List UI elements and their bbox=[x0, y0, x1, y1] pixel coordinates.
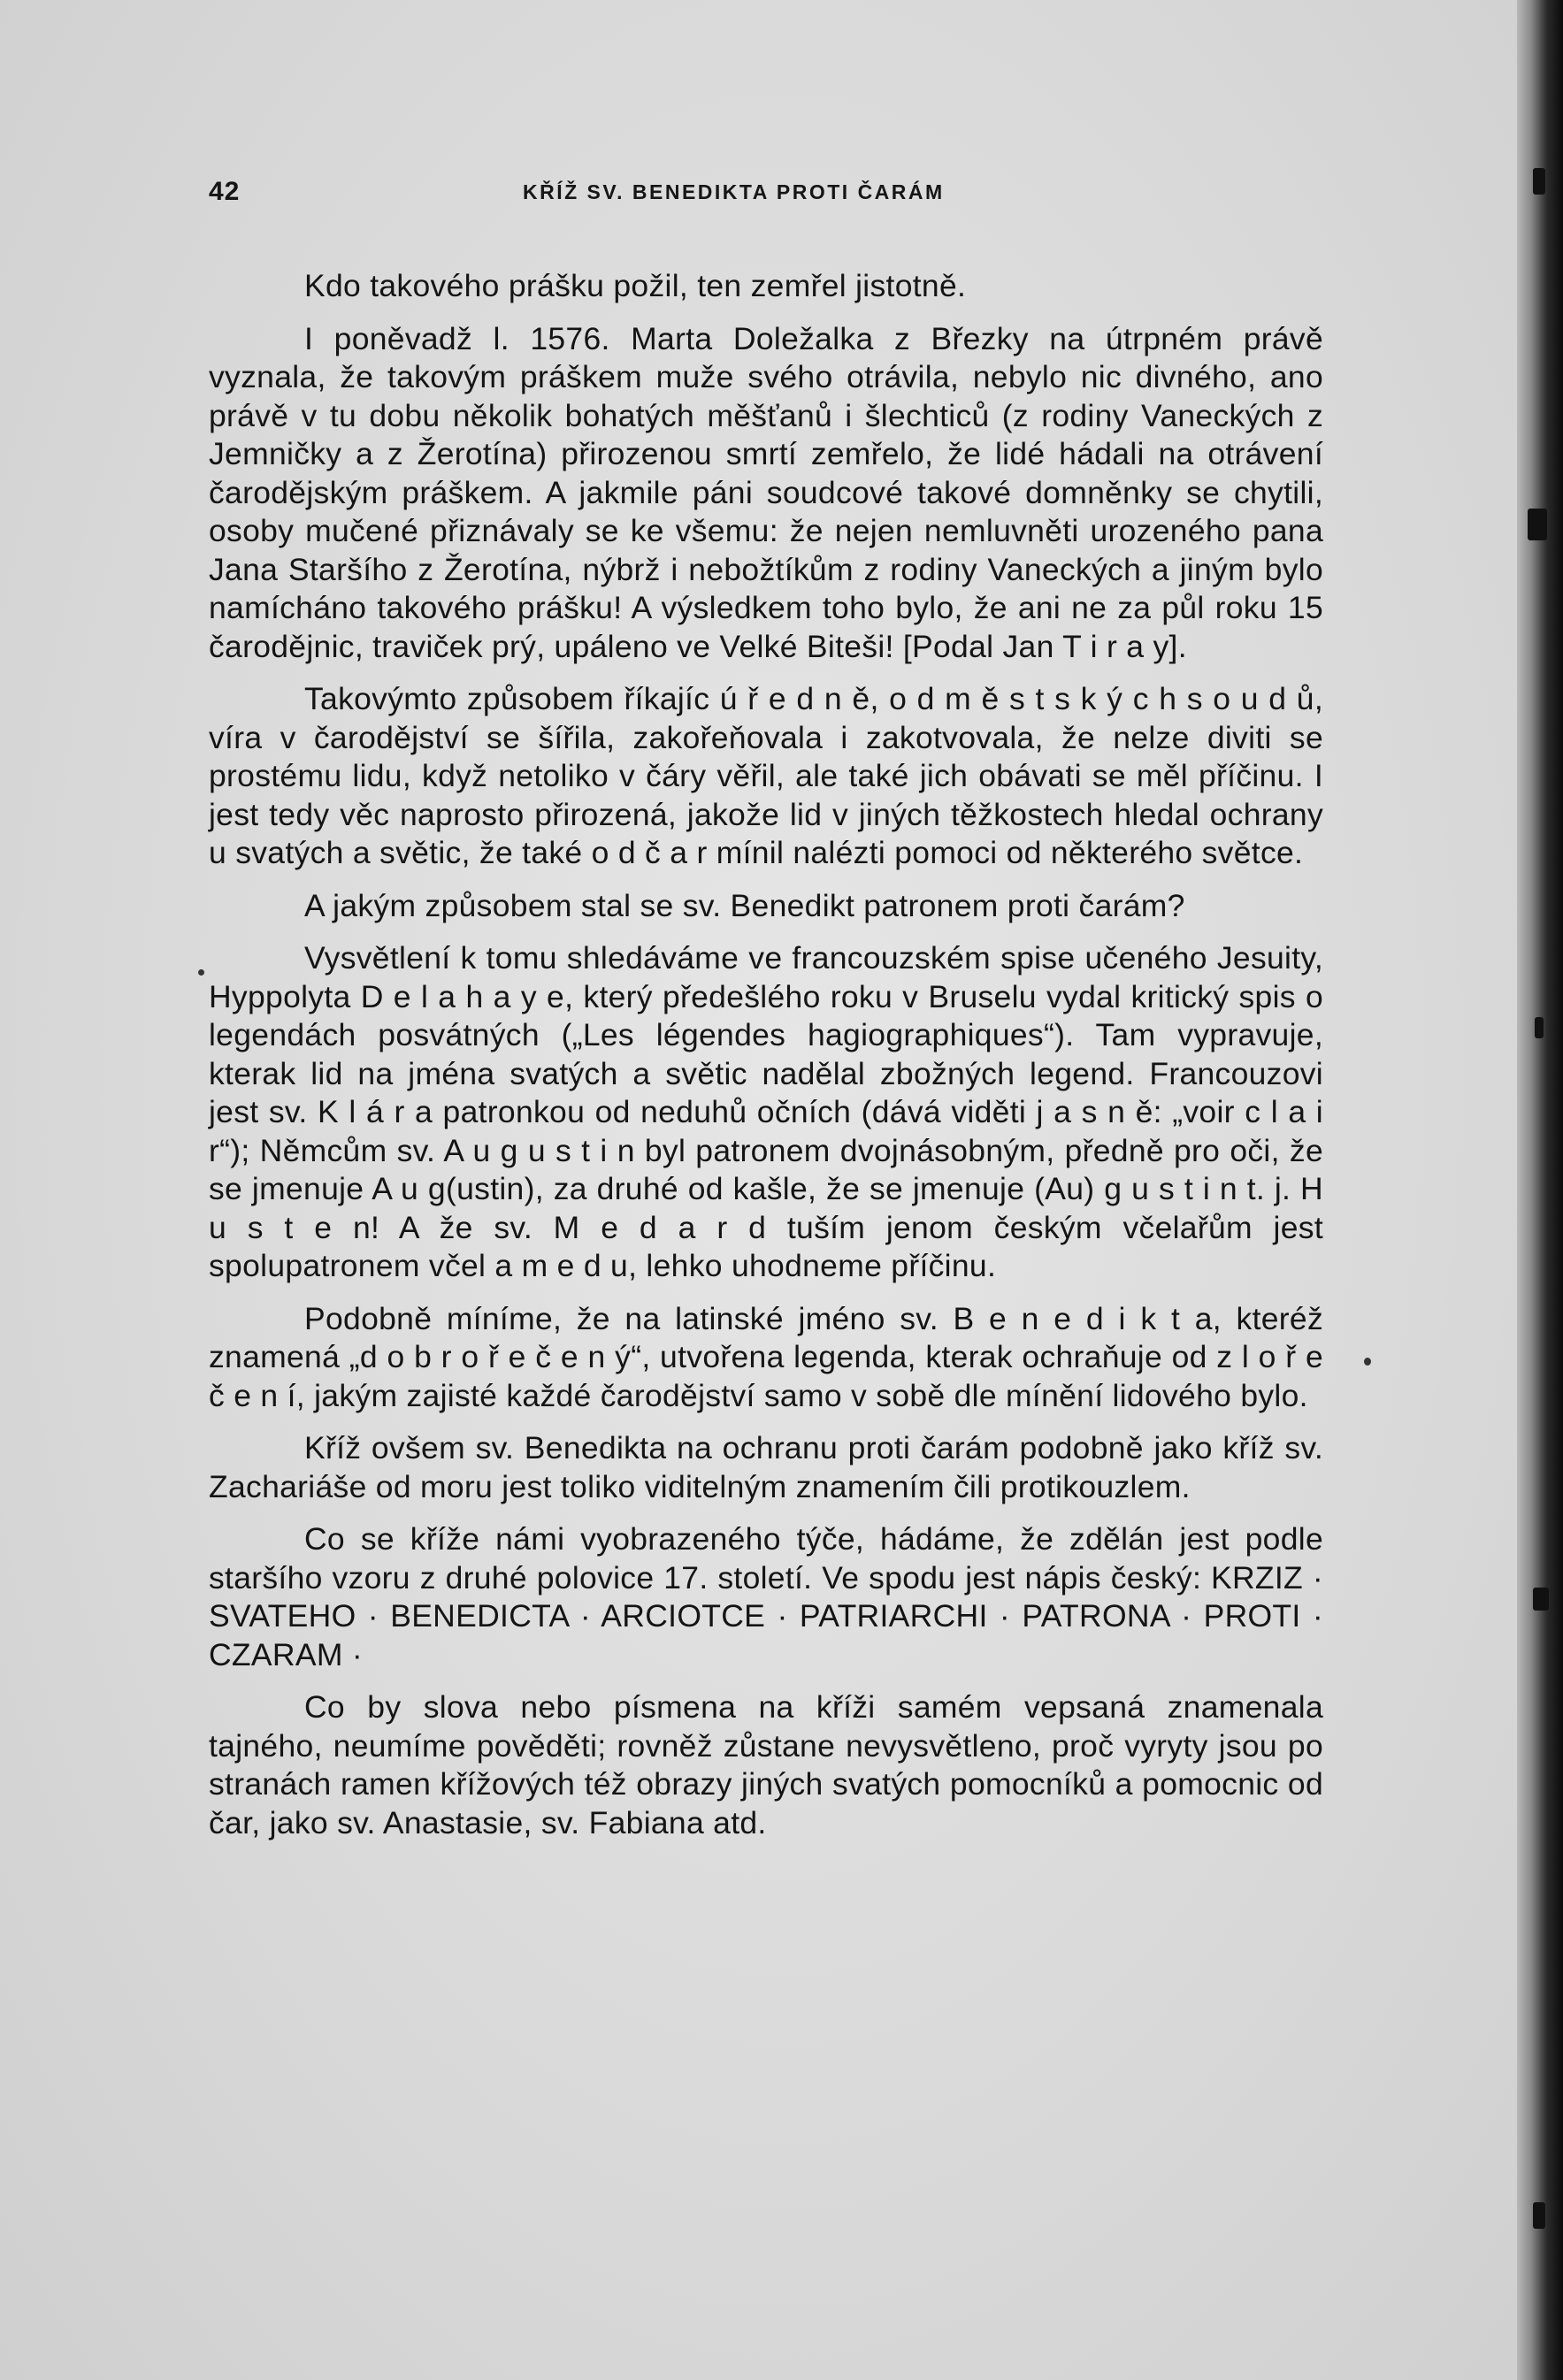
paragraph-9: Co by slova nebo písmena na kříži samém vepsaná znamenala tajného, neumíme pověděti; rovněž zůstane nevysvětleno, proč vyryty jsou po stranách ramen křížových též obrazy jiných svatých pomocníků a pomocnic od čar, jako sv. Anastasie, sv. Fabiana atd. bbox=[209, 1689, 1323, 1840]
page-edge-mark bbox=[1533, 1588, 1549, 1611]
paragraph-5: Vysvětlení k tomu shledáváme ve francouzském spise učeného Jesuity, Hyppolyta D e l a h a y e, který předešlého roku v Bruselu vydal kritický spis o legendách posvátných („Les légendes hagiographiques“). Tam vypravuje, kterak lid na jména svatých a světic nadělal zbožných legend. Francouzovi jest sv. K l á r a patronkou od neduhů očních (dává viděti j a s n ě: „voir c l a i r“); Němcům sv. A u g u s t i n byl patronem dvojnásobným, předně pro oči, že se jmenuje A u g(ustin), za druhé od kašle, že se jmenuje (Au) g u s t i n t. j. H u s t e n! A že sv. M e d a r d tuším jenom českým včelařům jest spolupatronem včel a m e d u, lehko uhodneme příčinu. bbox=[209, 940, 1323, 1283]
page-edge-mark bbox=[1533, 2202, 1545, 2229]
page-number: 42 bbox=[209, 177, 241, 206]
paragraph-8: Co se kříže námi vyobrazeného týče, hádáme, že zdělán jest podle staršího vzoru z druhé polovice 17. století. Ve spodu jest nápis český: KRZIZ · SVATEHO · BENEDICTA · ARCIOTCE · PATRIARCHI · PATRONA · PROTI · CZARAM · bbox=[209, 1521, 1323, 1672]
scan-speck bbox=[198, 969, 204, 976]
page-header bbox=[209, 177, 1323, 216]
paragraph-7: Kříž ovšem sv. Benedikta na ochranu proti čarám podobně jako kříž sv. Zachariáše od moru jest toliko viditelným znamením čili protikouzlem. bbox=[209, 1430, 1323, 1504]
paragraph-2: I poněvadž l. 1576. Marta Doležalka z Březky na útrpném právě vyznala, že takovým práškem muže svého otrávila, nebylo nic divného, ano právě v tu dobu několik bohatých měšťanů i šlechticů (z rodiny Vaneckých z Jemničky a z Žerotína) přirozenou smrtí zemřelo, že lidé hádali na otrávení čarodějským práškem. A jakmile páni soudcové takové domněnky se chytili, osoby mučené přiznávaly se ke všemu: že nejen nemluvněti urozeného pana Jana Staršího z Žerotína, nýbrž i nebožtíkům z rodiny Vaneckých a jiným bylo namícháno takového prášku! A výsledkem toho bylo, že ani ne za půl roku 15 čarodějnic, traviček prý, upáleno ve Velké Biteši! [Podal Jan T i r a y]. bbox=[209, 320, 1323, 664]
paragraph-4: A jakým způsobem stal se sv. Benedikt patronem proti čarám? bbox=[304, 887, 1185, 923]
running-title: KŘÍŽ SV. BENEDIKTA PROTI ČARÁM bbox=[523, 180, 945, 203]
paragraph-3: Takovýmto způsobem říkajíc ú ř e d n ě, o d m ě s t s k ý c h s o u d ů, víra v čarodějství se šířila, zakořeňovala i zakotvovala, že nelze diviti se prostému lidu, když netoliko v čáry věřil, ale také jich obávati se měl příčinu. I jest tedy věc naprosto přirozená, jakože lid v jiných těžkostech hledal ochrany u svatých a světic, že také o d č a r mínil nalézti pomoci od některého světce. bbox=[209, 681, 1323, 870]
page-edge-mark bbox=[1535, 1017, 1544, 1038]
page-edge-mark bbox=[1533, 168, 1545, 195]
page-edge-mark bbox=[1528, 509, 1547, 540]
scan-speck bbox=[1364, 1358, 1371, 1366]
paragraph-6: Podobně míníme, že na latinské jméno sv. B e n e d i k t a, kteréž znamená „d o b r o ř e č e n ý“, utvořena legenda, kterak ochraňuje od z l o ř e č e n í, jakým zajisté každé čarodějství samo v sobě dle mínění lidového bylo. bbox=[209, 1300, 1323, 1413]
page-edge-shadow bbox=[1517, 0, 1563, 2380]
body-text bbox=[209, 267, 1323, 1856]
paragraph-1: Kdo takového prášku požil, ten zemřel jistotně. bbox=[304, 268, 967, 303]
